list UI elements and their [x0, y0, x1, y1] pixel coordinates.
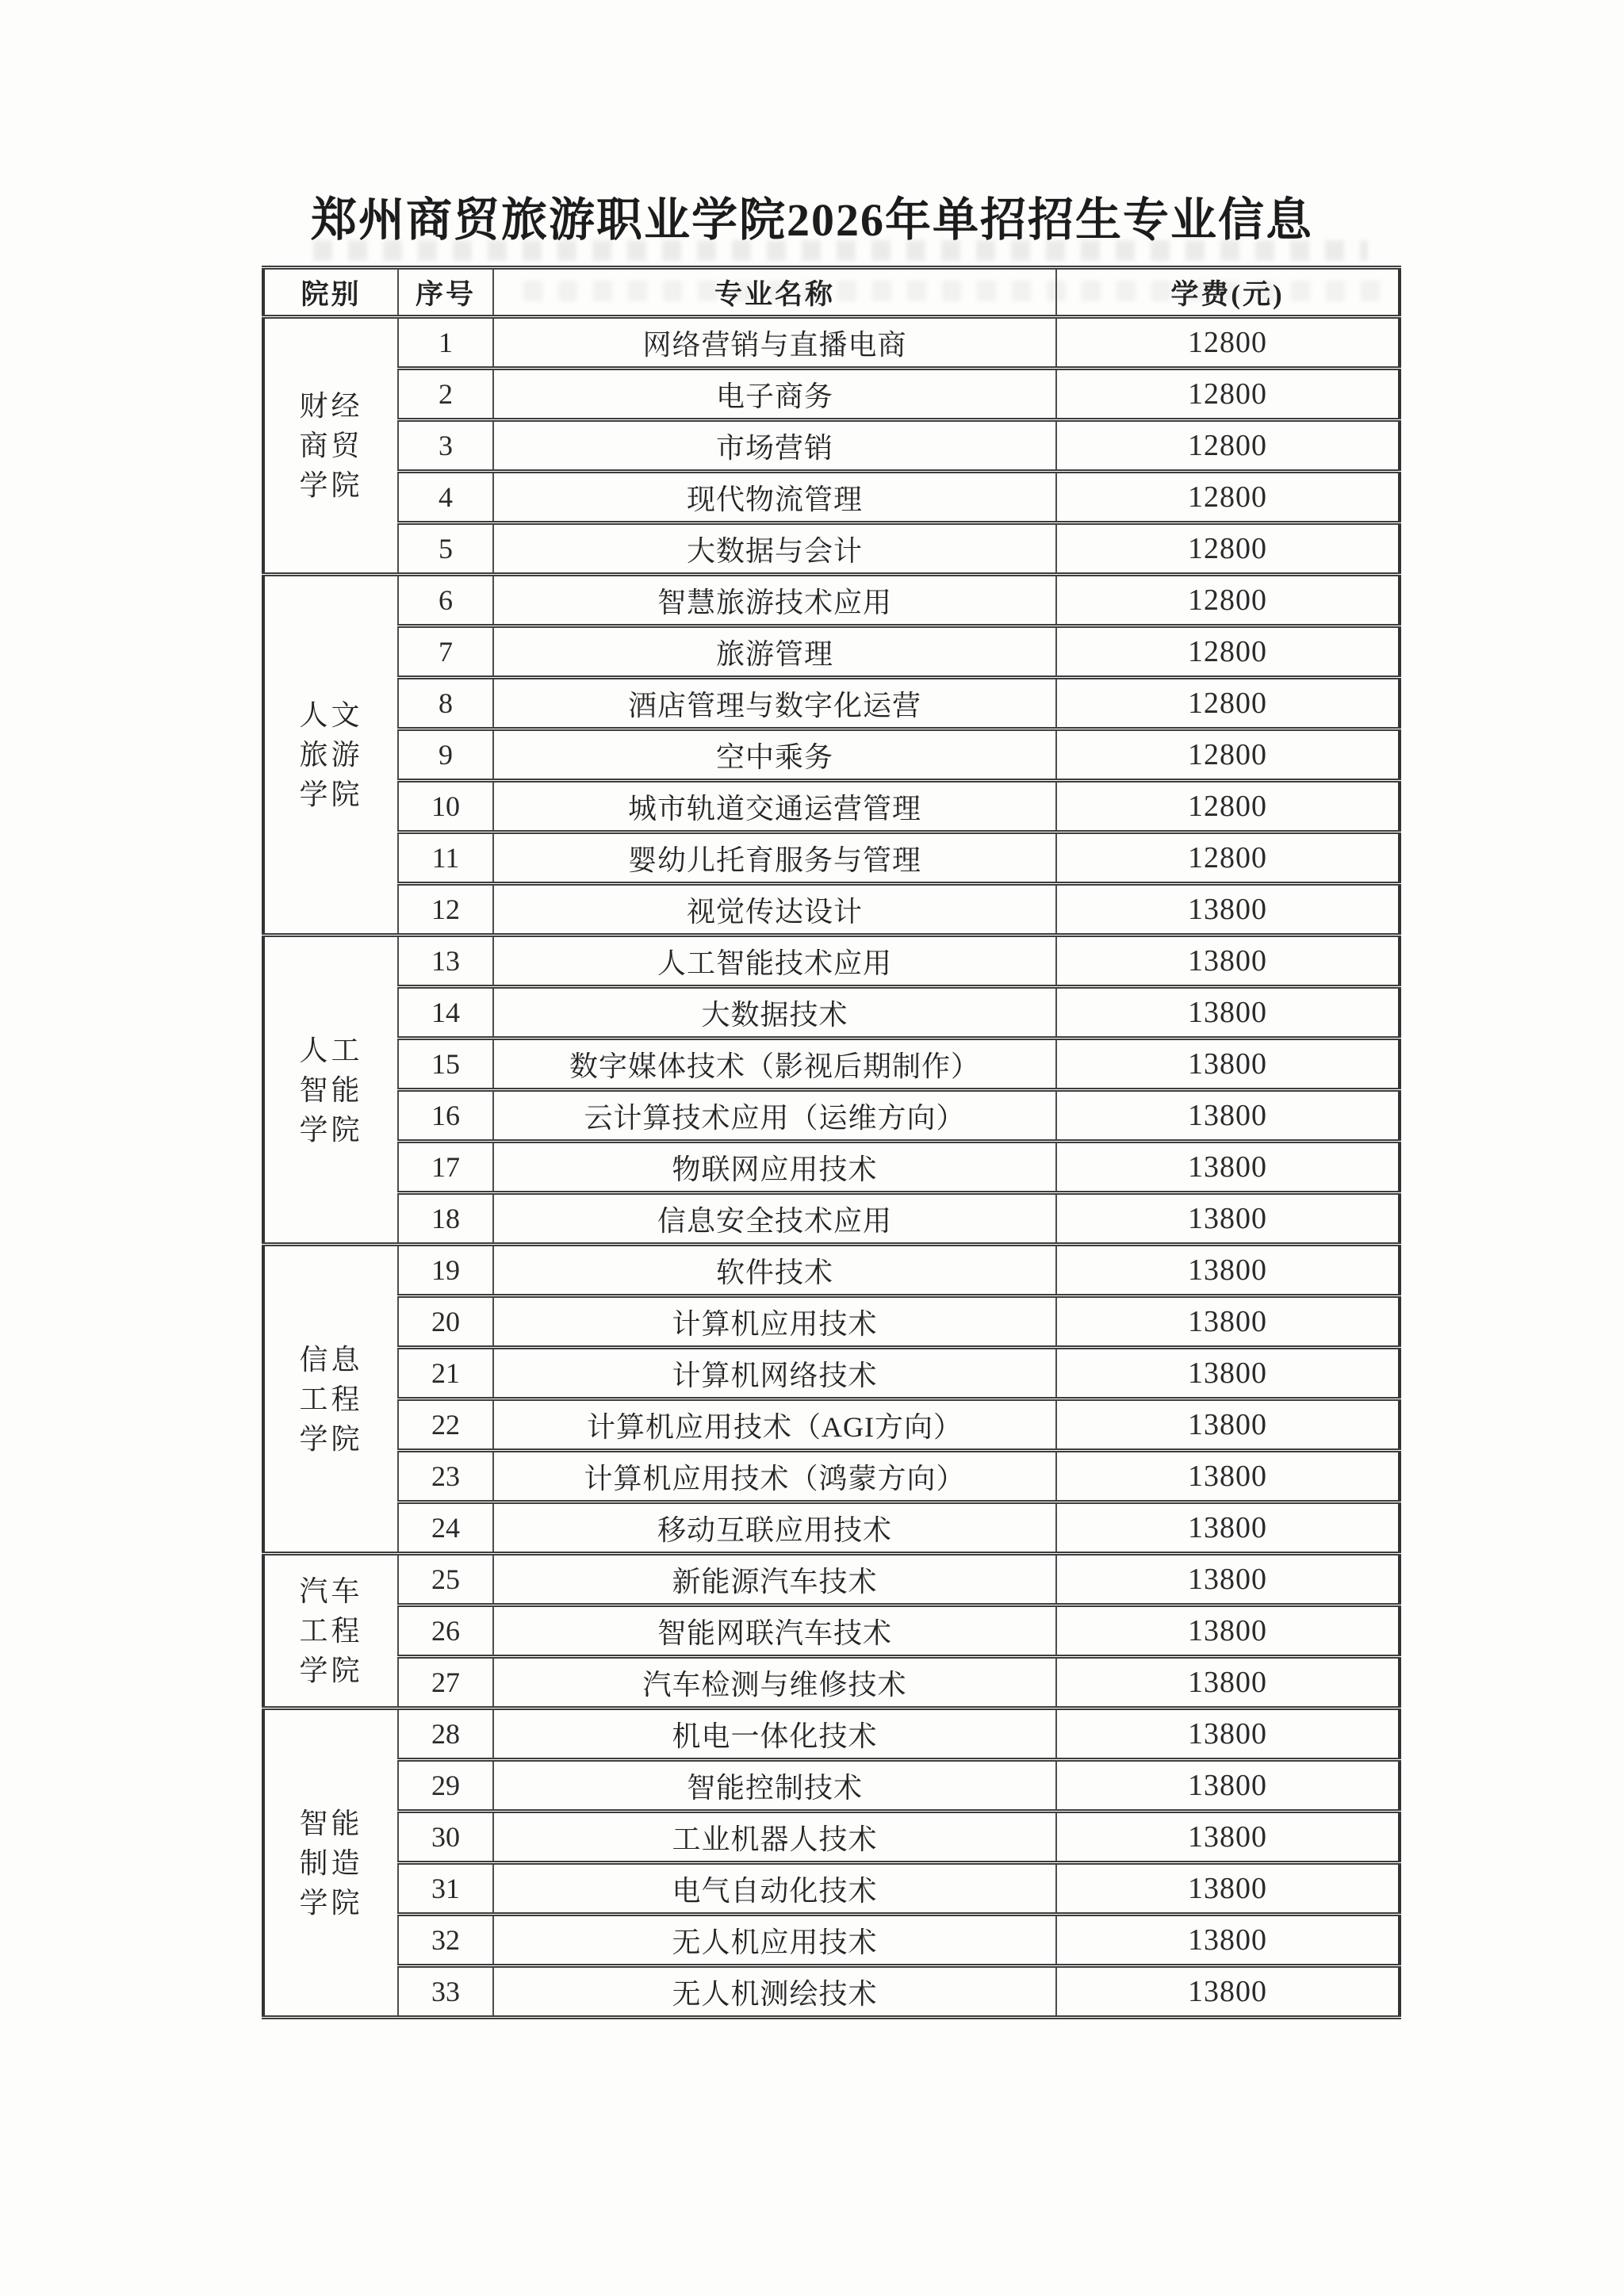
- fee-cell: 13800: [1056, 1657, 1400, 1709]
- major-cell: 软件技术: [493, 1245, 1056, 1296]
- major-cell: 大数据技术: [493, 987, 1056, 1039]
- index-cell: 12: [398, 884, 493, 936]
- header-fee: 学费(元): [1056, 268, 1400, 317]
- fee-cell: 13800: [1056, 1709, 1400, 1760]
- index-cell: 23: [398, 1451, 493, 1502]
- college-line: 学院: [299, 1422, 363, 1455]
- college-line: 旅游: [299, 739, 363, 771]
- college-line: 信息: [299, 1343, 363, 1376]
- table-row: [263, 575, 1400, 626]
- index-cell: 4: [398, 472, 493, 523]
- college-cell: [263, 1245, 398, 1554]
- fee-cell: 13800: [1056, 1348, 1400, 1399]
- fee-cell: 13800: [1056, 1193, 1400, 1245]
- index-cell: 2: [398, 369, 493, 420]
- table-row: [263, 1039, 1400, 1090]
- college-line: 智能: [299, 1073, 363, 1106]
- major-cell: 信息安全技术应用: [493, 1193, 1056, 1245]
- fee-cell: 13800: [1056, 1245, 1400, 1296]
- index-cell: 33: [398, 1966, 493, 2018]
- index-cell: 29: [398, 1760, 493, 1812]
- index-cell: 5: [398, 523, 493, 575]
- college-line: 财经: [299, 390, 363, 422]
- table-row: [263, 1554, 1400, 1605]
- table-row: [263, 1709, 1400, 1760]
- fee-cell: 13800: [1056, 1605, 1400, 1657]
- fee-cell: 12800: [1056, 523, 1400, 575]
- fee-cell: 12800: [1056, 369, 1400, 420]
- college-line: 学院: [299, 1655, 363, 1686]
- index-cell: 24: [398, 1502, 493, 1554]
- index-cell: 6: [398, 575, 493, 626]
- table-row: [263, 1348, 1400, 1399]
- table-row: [263, 1605, 1400, 1657]
- table-row: [263, 936, 1400, 987]
- fee-cell: 12800: [1056, 317, 1400, 369]
- fee-cell: 12800: [1056, 678, 1400, 729]
- index-cell: 25: [398, 1554, 493, 1605]
- index-cell: 19: [398, 1245, 493, 1296]
- major-cell: 视觉传达设计: [493, 884, 1056, 936]
- fee-cell: 13800: [1056, 1966, 1400, 2018]
- table-row: [263, 1657, 1400, 1709]
- table-row: [263, 1296, 1400, 1348]
- fee-cell: 13800: [1056, 1760, 1400, 1812]
- major-cell: 计算机应用技术（AGI方向）: [493, 1399, 1056, 1451]
- college-line: 学院: [299, 1113, 363, 1146]
- major-cell: 婴幼儿托育服务与管理: [493, 832, 1056, 884]
- fee-cell: 13800: [1056, 1554, 1400, 1605]
- major-cell: 计算机应用技术（鸿蒙方向）: [493, 1451, 1056, 1502]
- header-college: 院别: [263, 268, 398, 317]
- table-header-row: [263, 268, 1400, 317]
- table-row: [263, 1760, 1400, 1812]
- major-cell: 计算机应用技术: [493, 1296, 1056, 1348]
- college-line: 制造: [299, 1846, 363, 1879]
- fee-cell: 12800: [1056, 420, 1400, 472]
- college-line: 学院: [299, 1886, 363, 1919]
- index-cell: 32: [398, 1915, 493, 1966]
- table-row: [263, 1245, 1400, 1296]
- index-cell: 16: [398, 1090, 493, 1142]
- college-cell: [263, 936, 398, 1245]
- major-cell: 旅游管理: [493, 626, 1056, 678]
- major-cell: 智能控制技术: [493, 1760, 1056, 1812]
- table-body: [263, 317, 1400, 2018]
- fee-cell: 12800: [1056, 729, 1400, 781]
- major-cell: 网络营销与直播电商: [493, 317, 1056, 369]
- major-cell: 智慧旅游技术应用: [493, 575, 1056, 626]
- table-row: [263, 884, 1400, 936]
- college-line: 商贸: [299, 430, 363, 461]
- fee-cell: 13800: [1056, 1090, 1400, 1142]
- table-row: [263, 781, 1400, 832]
- fee-cell: 12800: [1056, 781, 1400, 832]
- fee-cell: 13800: [1056, 1915, 1400, 1966]
- college-cell: [263, 317, 398, 575]
- index-cell: 28: [398, 1709, 493, 1760]
- table-row: [263, 1812, 1400, 1863]
- major-cell: 新能源汽车技术: [493, 1554, 1056, 1605]
- table-row: [263, 1451, 1400, 1502]
- index-cell: 7: [398, 626, 493, 678]
- fee-cell: 13800: [1056, 1399, 1400, 1451]
- major-cell: 工业机器人技术: [493, 1812, 1056, 1863]
- major-cell: 人工智能技术应用: [493, 936, 1056, 987]
- fee-cell: 13800: [1056, 1502, 1400, 1554]
- major-cell: 无人机应用技术: [493, 1915, 1056, 1966]
- major-cell: 无人机测绘技术: [493, 1966, 1056, 2018]
- college-line: 学院: [299, 469, 363, 501]
- document-title: 郑州商贸旅游职业学院2026年单招招生专业信息: [310, 194, 1313, 246]
- index-cell: 21: [398, 1348, 493, 1399]
- fee-cell: 13800: [1056, 1142, 1400, 1193]
- majors-table: [262, 266, 1401, 2019]
- index-cell: 10: [398, 781, 493, 832]
- index-cell: 26: [398, 1605, 493, 1657]
- table-row: [263, 987, 1400, 1039]
- table-row: [263, 1502, 1400, 1554]
- index-cell: 18: [398, 1193, 493, 1245]
- index-cell: 17: [398, 1142, 493, 1193]
- college-line: 人工: [299, 1034, 363, 1066]
- fee-cell: 13800: [1056, 1863, 1400, 1915]
- index-cell: 9: [398, 729, 493, 781]
- table-row: [263, 832, 1400, 884]
- fee-cell: 13800: [1056, 884, 1400, 936]
- major-cell: 云计算技术应用（运维方向）: [493, 1090, 1056, 1142]
- table-row: [263, 317, 1400, 369]
- major-cell: 智能网联汽车技术: [493, 1605, 1056, 1657]
- table-row: [263, 678, 1400, 729]
- major-cell: 数字媒体技术（影视后期制作）: [493, 1039, 1056, 1090]
- scan-bleed-artifact: [313, 240, 1368, 261]
- index-cell: 30: [398, 1812, 493, 1863]
- college-line: 工程: [299, 1383, 363, 1415]
- major-cell: 电气自动化技术: [493, 1863, 1056, 1915]
- major-cell: 城市轨道交通运营管理: [493, 781, 1056, 832]
- table-row: [263, 1915, 1400, 1966]
- table-row: [263, 420, 1400, 472]
- index-cell: 31: [398, 1863, 493, 1915]
- table-row: [263, 1966, 1400, 2018]
- index-cell: 14: [398, 987, 493, 1039]
- index-cell: 22: [398, 1399, 493, 1451]
- fee-cell: 13800: [1056, 987, 1400, 1039]
- index-cell: 20: [398, 1296, 493, 1348]
- college-line: 汽车: [299, 1575, 363, 1607]
- major-cell: 市场营销: [493, 420, 1056, 472]
- index-cell: 27: [398, 1657, 493, 1709]
- college-cell: [263, 575, 398, 936]
- fee-cell: 12800: [1056, 626, 1400, 678]
- college-cell: [263, 1554, 398, 1709]
- fee-cell: 12800: [1056, 832, 1400, 884]
- fee-cell: 13800: [1056, 936, 1400, 987]
- header-index: 序号: [398, 268, 493, 317]
- major-cell: 酒店管理与数字化运营: [493, 678, 1056, 729]
- college-cell: [263, 1709, 398, 2018]
- fee-cell: 13800: [1056, 1039, 1400, 1090]
- table-row: [263, 523, 1400, 575]
- index-cell: 1: [398, 317, 493, 369]
- college-line: 人文: [299, 699, 363, 731]
- fee-cell: 13800: [1056, 1296, 1400, 1348]
- major-cell: 空中乘务: [493, 729, 1056, 781]
- major-cell: 机电一体化技术: [493, 1709, 1056, 1760]
- index-cell: 11: [398, 832, 493, 884]
- table-row: [263, 1399, 1400, 1451]
- major-cell: 物联网应用技术: [493, 1142, 1056, 1193]
- table-row: [263, 472, 1400, 523]
- fee-cell: 12800: [1056, 472, 1400, 523]
- index-cell: 3: [398, 420, 493, 472]
- index-cell: 8: [398, 678, 493, 729]
- index-cell: 13: [398, 936, 493, 987]
- index-cell: 15: [398, 1039, 493, 1090]
- header-major: 专业名称: [493, 268, 1056, 317]
- table-row: [263, 1863, 1400, 1915]
- table-row: [263, 1090, 1400, 1142]
- major-cell: 计算机网络技术: [493, 1348, 1056, 1399]
- major-cell: 电子商务: [493, 369, 1056, 420]
- table-row: [263, 1142, 1400, 1193]
- major-cell: 汽车检测与维修技术: [493, 1657, 1056, 1709]
- fee-cell: 13800: [1056, 1812, 1400, 1863]
- college-line: 工程: [299, 1615, 363, 1647]
- major-cell: 移动互联应用技术: [493, 1502, 1056, 1554]
- fee-cell: 13800: [1056, 1451, 1400, 1502]
- major-cell: 现代物流管理: [493, 472, 1056, 523]
- major-cell: 大数据与会计: [493, 523, 1056, 575]
- college-line: 智能: [299, 1807, 363, 1839]
- table-row: [263, 729, 1400, 781]
- college-line: 学院: [299, 779, 363, 810]
- table-row: [263, 1193, 1400, 1245]
- fee-cell: 12800: [1056, 575, 1400, 626]
- table-row: [263, 626, 1400, 678]
- table-row: [263, 369, 1400, 420]
